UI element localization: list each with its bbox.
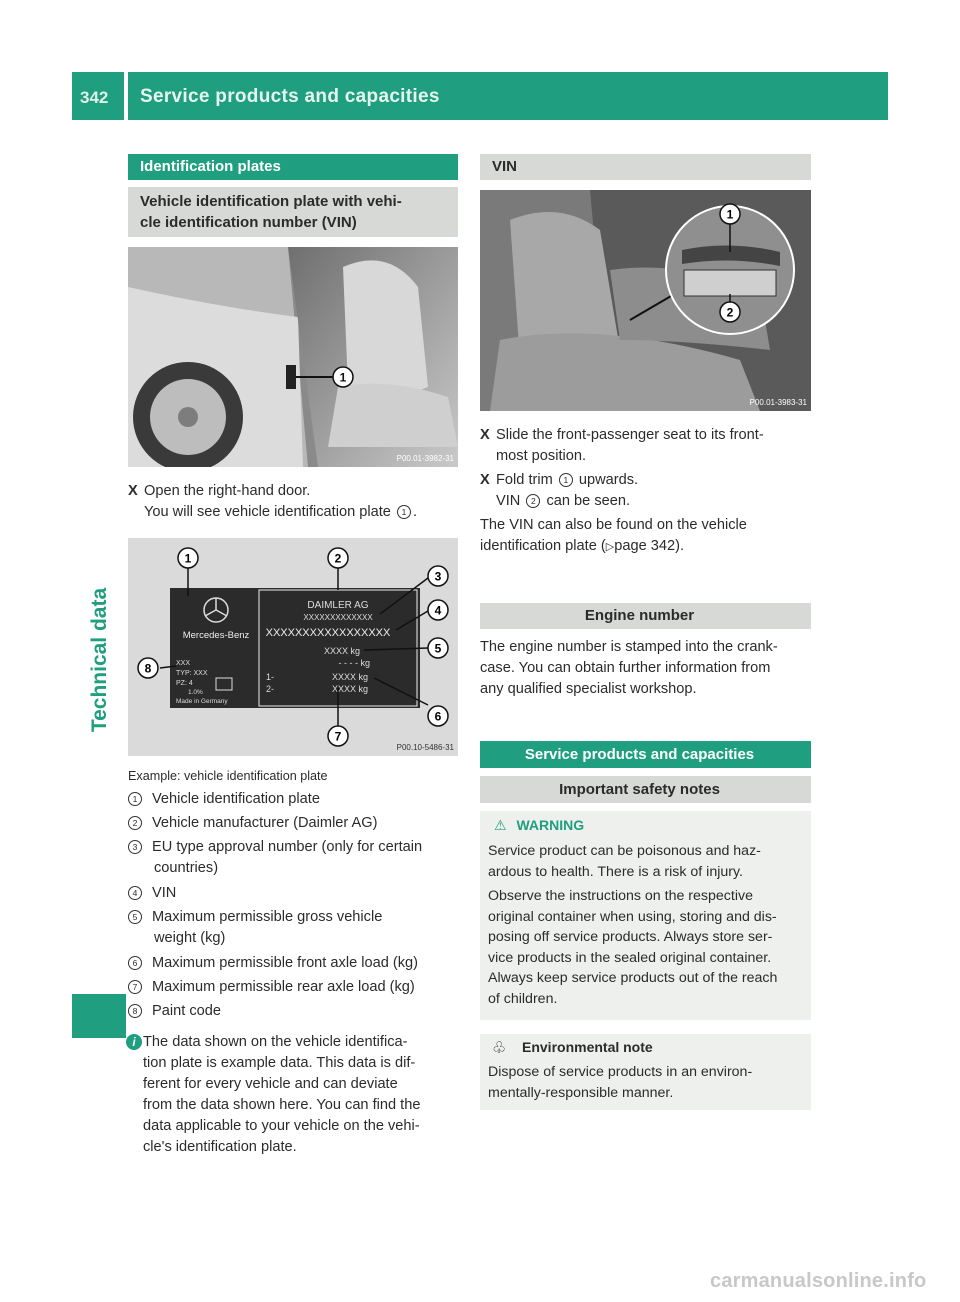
- legend-item: 2 Vehicle manufacturer (Daimler AG): [128, 813, 377, 834]
- warning-label: WARNING: [516, 817, 585, 833]
- svg-text:1-: 1-: [266, 672, 275, 682]
- svg-text:Made in Germany: Made in Germany: [176, 698, 228, 705]
- seat-photo: [480, 190, 811, 411]
- svg-text:XXXX kg: XXXX kg: [331, 684, 368, 694]
- svg-text:4: 4: [434, 603, 442, 618]
- environmental-note-text: Dispose of service products in an environ- mentally-responsible manner.: [488, 1064, 753, 1101]
- environmental-note-label: Environmental note: [522, 1039, 653, 1055]
- svg-text:PZ: 4: PZ: 4: [176, 680, 193, 687]
- engine-number-text: The engine number is stamped into the crank- case. You can obtain further information from any qualified specialist workshop.: [480, 639, 778, 697]
- svg-text:6: 6: [434, 709, 442, 724]
- svg-text:DAIMLER AG: DAIMLER AG: [307, 600, 369, 611]
- leaf-icon: ♧: [492, 1040, 507, 1057]
- info-icon: i: [126, 1034, 142, 1050]
- instruction-text: Open the right-hand door.: [144, 483, 311, 499]
- section-service-products: Service products and capacities: [480, 741, 811, 768]
- photo-code: P00.01-3982-31: [396, 454, 454, 463]
- legend-item: 8 Paint code: [128, 1001, 221, 1022]
- example-caption: Example: vehicle identification plate: [128, 769, 328, 783]
- svg-text:1: 1: [339, 370, 347, 385]
- warning-text: Service product can be poisonous and haz- ardous to health. There is a risk of injury. Observe the instructions on the respective original container when using, storing and dis- posing off service products. Always store ser- vice products in the sealed original container. Always keep service products out of the reach of children.: [488, 843, 778, 1007]
- svg-text:XXX: XXX: [176, 660, 191, 667]
- legend-item: 1 Vehicle identification plate: [128, 789, 320, 810]
- info-note: The data shown on the vehicle identifica- tion plate is example data. This data is dif- ferent for every vehicle and can deviate from the data shown here. You can find the data applicable to your vehicle on the vehi- cle's identification plate.: [143, 1034, 421, 1155]
- subsection-safety-notes: Important safety notes: [480, 776, 811, 803]
- step-arrow-icon: X: [128, 483, 138, 499]
- section-engine-number: Engine number: [480, 603, 811, 629]
- callout-1-icon: 1: [559, 473, 573, 487]
- vin-steps: X Slide the front-passenger seat to its front- most position. X Fold trim 1 upwards. VIN 2 can be seen. The VIN can also be found on the vehicle identification plate (▷page 342).: [480, 427, 764, 554]
- side-tab-label: Technical data: [88, 587, 111, 733]
- svg-text:2: 2: [726, 305, 734, 320]
- svg-text:- - - - kg: - - - - kg: [338, 658, 370, 668]
- page-title: Service products and capacities: [140, 86, 440, 107]
- svg-text:TYP: XXX: TYP: XXX: [176, 670, 208, 677]
- header-separator: [124, 72, 128, 120]
- svg-text:2: 2: [334, 551, 342, 566]
- legend-item: 3 EU type approval number (only for certain countries): [128, 837, 422, 879]
- warning-icon: ⚠: [494, 817, 507, 833]
- svg-text:1: 1: [726, 207, 734, 222]
- side-tab: [80, 540, 120, 780]
- page-ref-arrow-icon: ▷: [605, 541, 615, 553]
- section-identification-plates: Identification plates: [128, 154, 458, 180]
- svg-text:XXXX kg: XXXX kg: [323, 646, 360, 656]
- svg-text:3: 3: [434, 569, 442, 584]
- svg-text:8: 8: [144, 661, 152, 676]
- callout-1-icon: 1: [397, 505, 411, 519]
- seat-photo-code: P00.01-3983-31: [749, 398, 807, 407]
- page-ref-link[interactable]: page 342).: [614, 538, 685, 554]
- svg-text:Mercedes-Benz: Mercedes-Benz: [182, 630, 250, 641]
- svg-text:XXXXXXXXXXXXXXXXX: XXXXXXXXXXXXXXXXX: [265, 627, 391, 639]
- svg-text:7: 7: [334, 729, 342, 744]
- legend-item: 4 VIN: [128, 883, 176, 904]
- watermark: carmanualsonline.info: [710, 1270, 927, 1292]
- step-arrow-icon: X: [480, 472, 490, 488]
- door-photo: [128, 247, 458, 467]
- subsection-title-line2: cle identification number (VIN): [140, 214, 357, 231]
- subsection-title-line1: Vehicle identification plate with vehi-: [140, 193, 402, 210]
- legend-item: 5 Maximum permissible gross vehicle weight (kg): [128, 907, 382, 949]
- legend-item: 7 Maximum permissible rear axle load (kg): [128, 977, 415, 998]
- svg-text:1.0%: 1.0%: [188, 689, 203, 696]
- legend-item: 6 Maximum permissible front axle load (kg): [128, 953, 418, 974]
- page-number: 342: [80, 88, 109, 107]
- id-plate-illustration: [128, 538, 458, 756]
- plate-image-code: P00.10-5486-31: [396, 743, 454, 752]
- section-vin: VIN: [480, 154, 811, 180]
- subsection-vin-plate: [128, 187, 458, 237]
- warning-box: [480, 811, 811, 1020]
- svg-text:XXXX kg: XXXX kg: [331, 672, 368, 682]
- svg-text:XXXXXXXXXXXXX: XXXXXXXXXXXXX: [303, 613, 373, 622]
- side-tab-block: [72, 994, 126, 1038]
- instruction-text: You will see vehicle identification plate: [144, 504, 391, 520]
- step-arrow-icon: X: [480, 427, 490, 443]
- open-door-instruction: X Open the right-hand door. You will see vehicle identification plate 1 .: [128, 483, 418, 520]
- svg-text:2-: 2-: [266, 684, 275, 694]
- svg-text:5: 5: [434, 641, 442, 656]
- svg-text:1: 1: [184, 551, 192, 566]
- callout-2-icon: 2: [526, 494, 540, 508]
- environmental-note-box: [480, 1034, 811, 1110]
